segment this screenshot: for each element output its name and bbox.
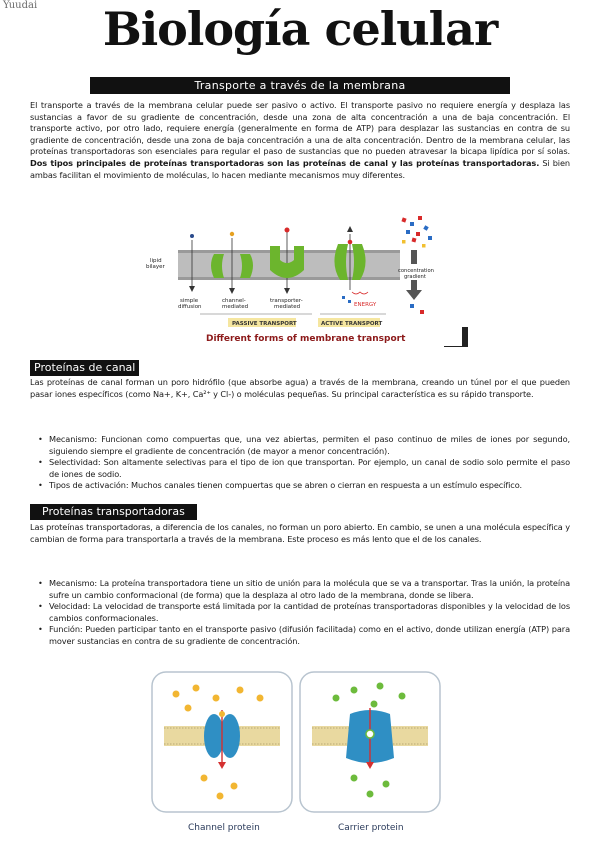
membrane-transport-figure — [140, 210, 462, 346]
transportadoras-bullets — [38, 578, 570, 648]
active-transport-label: ACTIVE TRANSPORT — [321, 321, 383, 327]
intro-text: El transporte a través de la membrana celular puede ser pasivo o activo. El transporte pasivo no requiere energía y desplaza las sustancias a favor de su gradiente de concentración, desde una zona de alta concentración a una de baja concentración. El transporte activo, por otro lado, requiere energía (generalmente en forma de ATP) para desplazar las sustancias en contra de su gradiente de concentración, desde una zona de baja concentración a una de alta concentración. Dentro de la membrana celular, las proteínas transportadoras son esenciales para regular el paso de sustancias que no pueden atravesar la bicapa lipídica por sí solas. — [30, 100, 570, 157]
energy-label: ENERGY — [354, 302, 377, 308]
watermark: Yuudai — [3, 0, 38, 11]
section-header-main: Transporte a través de la membrana — [90, 77, 510, 94]
canal-paragraph: Las proteínas de canal forman un poro hidrófilo (que absorbe agua) a través de la membrana, creando un túnel por el que pueden pasar iones específicos (como Na+, K+, Ca²⁺ y Cl-) o moléculas pequeñas. Su principal característica es su rápido transporte. — [30, 377, 570, 399]
section-header-canal: Proteínas de canal — [30, 360, 139, 376]
page-title: Biología celular — [102, 2, 498, 56]
list-item: • Mecanismo: La proteína transportadora tiene un sitio de unión para la molécula que se va a transportar. Tras la unión, la proteína sufre un cambio conformacional (de forma) que la desplaza al otro lado de la membrana, donde se libera. — [38, 578, 570, 601]
canal-bullets — [38, 434, 570, 492]
transportadoras-paragraph: Las proteínas transportadoras, a diferencia de los canales, no forman un poro abierto. En cambio, se unen a una molécula específica y cambian de forma para transportarla a través de la membrana. Este proceso es más lento que el de los canales. — [30, 522, 570, 544]
section-header-transportadoras: Proteínas transportadoras — [30, 504, 197, 520]
transporter-mediated-label: transporter-mediated — [270, 298, 303, 310]
figure1-caption: Different forms of membrane transport — [206, 334, 406, 344]
carrier-binding-site — [366, 730, 374, 738]
intro-bold: Dos tipos principales de proteínas transportadoras son las proteínas de canal y las proteínas transportadoras. — [30, 157, 540, 168]
carrier-protein-label: Carrier protein — [338, 823, 404, 833]
concentration-gradient-label: concentration gradient — [398, 268, 434, 280]
list-item: • Función: Pueden participar tanto en el transporte pasivo (difusión facilitada) como en el activo, donde utilizan energía (ATP) para mover sustancias en contra de su gradiente de concentración. — [38, 624, 570, 647]
channel-carrier-figure — [148, 668, 448, 840]
passive-transport-label: PASSIVE TRANSPORT — [232, 321, 297, 327]
channel-protein-label: Channel protein — [188, 823, 260, 833]
channel-protein-right — [220, 714, 240, 758]
channel-mediated-label: channel-mediated — [222, 298, 249, 310]
list-item: • Velocidad: La velocidad de transporte está limitada por la cantidad de proteínas transportadoras disponibles y la velocidad de los cambios conformacionales. — [38, 601, 570, 624]
intro-tail: Si bien ambas facilitan el movimiento de moléculas, lo hacen mediante mecanismos muy diferentes. — [30, 157, 571, 180]
gradient-arrow-shaft — [411, 250, 417, 264]
list-item: • Mecanismo: Funcionan como compuertas que, una vez abiertas, permiten el paso continuo de miles de iones por segundo, siguiendo siempre el gradiente de concentración (de mayor a menor concentración). — [38, 434, 570, 457]
simple-diffusion-label: simple diffusion — [178, 298, 202, 310]
list-item: • Selectividad: Son altamente selectivas para el tipo de ion que transportan. Por ejemplo, un canal de sodio solo permite el paso de iones de sodio. — [38, 457, 570, 480]
list-item: • Tipos de activación: Muchos canales tienen compuertas que se abren o cierran en respuesta a un estímulo específico. — [38, 480, 570, 492]
lipid-bilayer-label: lipid bilayer — [146, 258, 165, 270]
intro-paragraph — [30, 100, 570, 181]
